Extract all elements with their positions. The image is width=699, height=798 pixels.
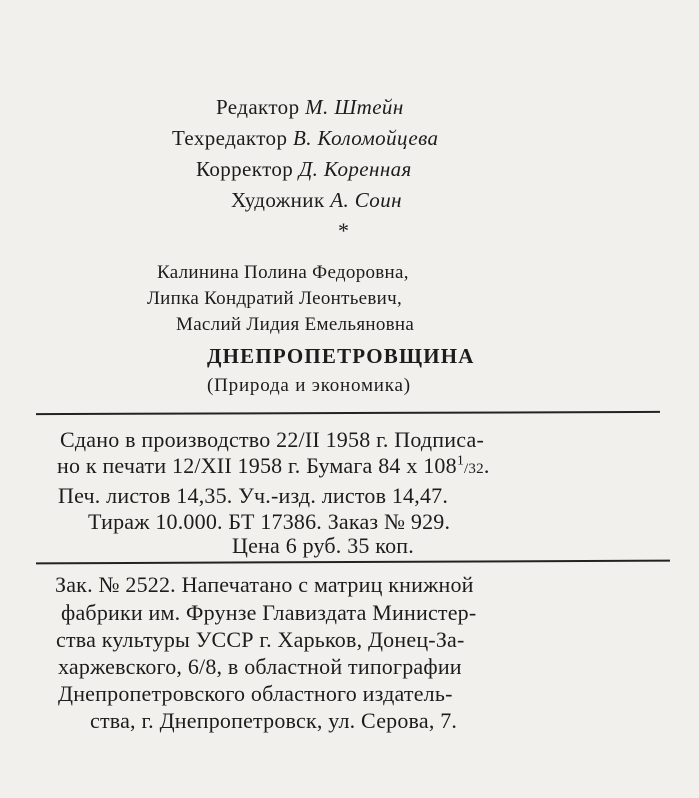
divider-rule [36, 560, 670, 565]
printing-line-6: ства, г. Днепропетровск, ул. Серова, 7. [90, 708, 458, 733]
publication-line-2-text: но к печати 12/XII 1958 г. Бумага 84 х 108 [57, 453, 457, 478]
editor-credit [216, 95, 404, 120]
publication-line-1: Сдано в производство 22/II 1958 г. Подписа- [60, 427, 484, 452]
publication-line-4: Тираж 10.000. БТ 17386. Заказ № 929. [88, 509, 451, 534]
tech-editor-credit [172, 126, 438, 151]
author-3: Маслий Лидия Емельяновна [176, 314, 415, 335]
author-1: Калинина Полина Федоровна, [157, 262, 409, 283]
editor-role: Редактор [216, 95, 300, 119]
publication-line-3: Печ. листов 14,35. Уч.-изд. листов 14,47. [58, 483, 449, 508]
proofreader-credit [196, 157, 412, 182]
printing-line-3: ства культуры УССР г. Харьков, Донец-За- [56, 627, 465, 652]
publication-line-2-end: . [483, 453, 490, 478]
paper-format-fraction-den: /32 [464, 461, 484, 477]
tech-editor-role: Техредактор [172, 126, 288, 150]
proofreader-name: Д. Коренная [298, 157, 412, 181]
divider-rule [36, 411, 660, 415]
book-title: ДНЕПРОПЕТРОВЩИНА [207, 344, 475, 368]
tech-editor-name: В. Коломойцева [293, 126, 439, 150]
printing-line-2: фабрики им. Фрунзе Главиздата Министер- [61, 600, 477, 625]
price-line: Цена 6 руб. 35 коп. [232, 533, 414, 558]
book-subtitle: (Природа и экономика) [207, 375, 411, 396]
author-2: Липка Кондратий Леонтьевич, [147, 288, 403, 309]
printing-line-4: харжевского, 6/8, в областной типографии [58, 654, 462, 679]
artist-role: Художник [231, 188, 325, 212]
editor-name: М. Штейн [305, 95, 404, 119]
artist-name: А. Соин [330, 188, 402, 212]
asterisk-separator: * [338, 218, 349, 243]
paper-format-fraction-num: 1 [456, 453, 465, 469]
printing-line-1: Зак. № 2522. Напечатано с матриц книжной [55, 572, 474, 597]
proofreader-role: Корректор [196, 157, 294, 181]
publication-line-2 [57, 453, 490, 479]
artist-credit [231, 188, 402, 213]
printing-line-5: Днепропетровского областного издатель- [58, 681, 453, 706]
